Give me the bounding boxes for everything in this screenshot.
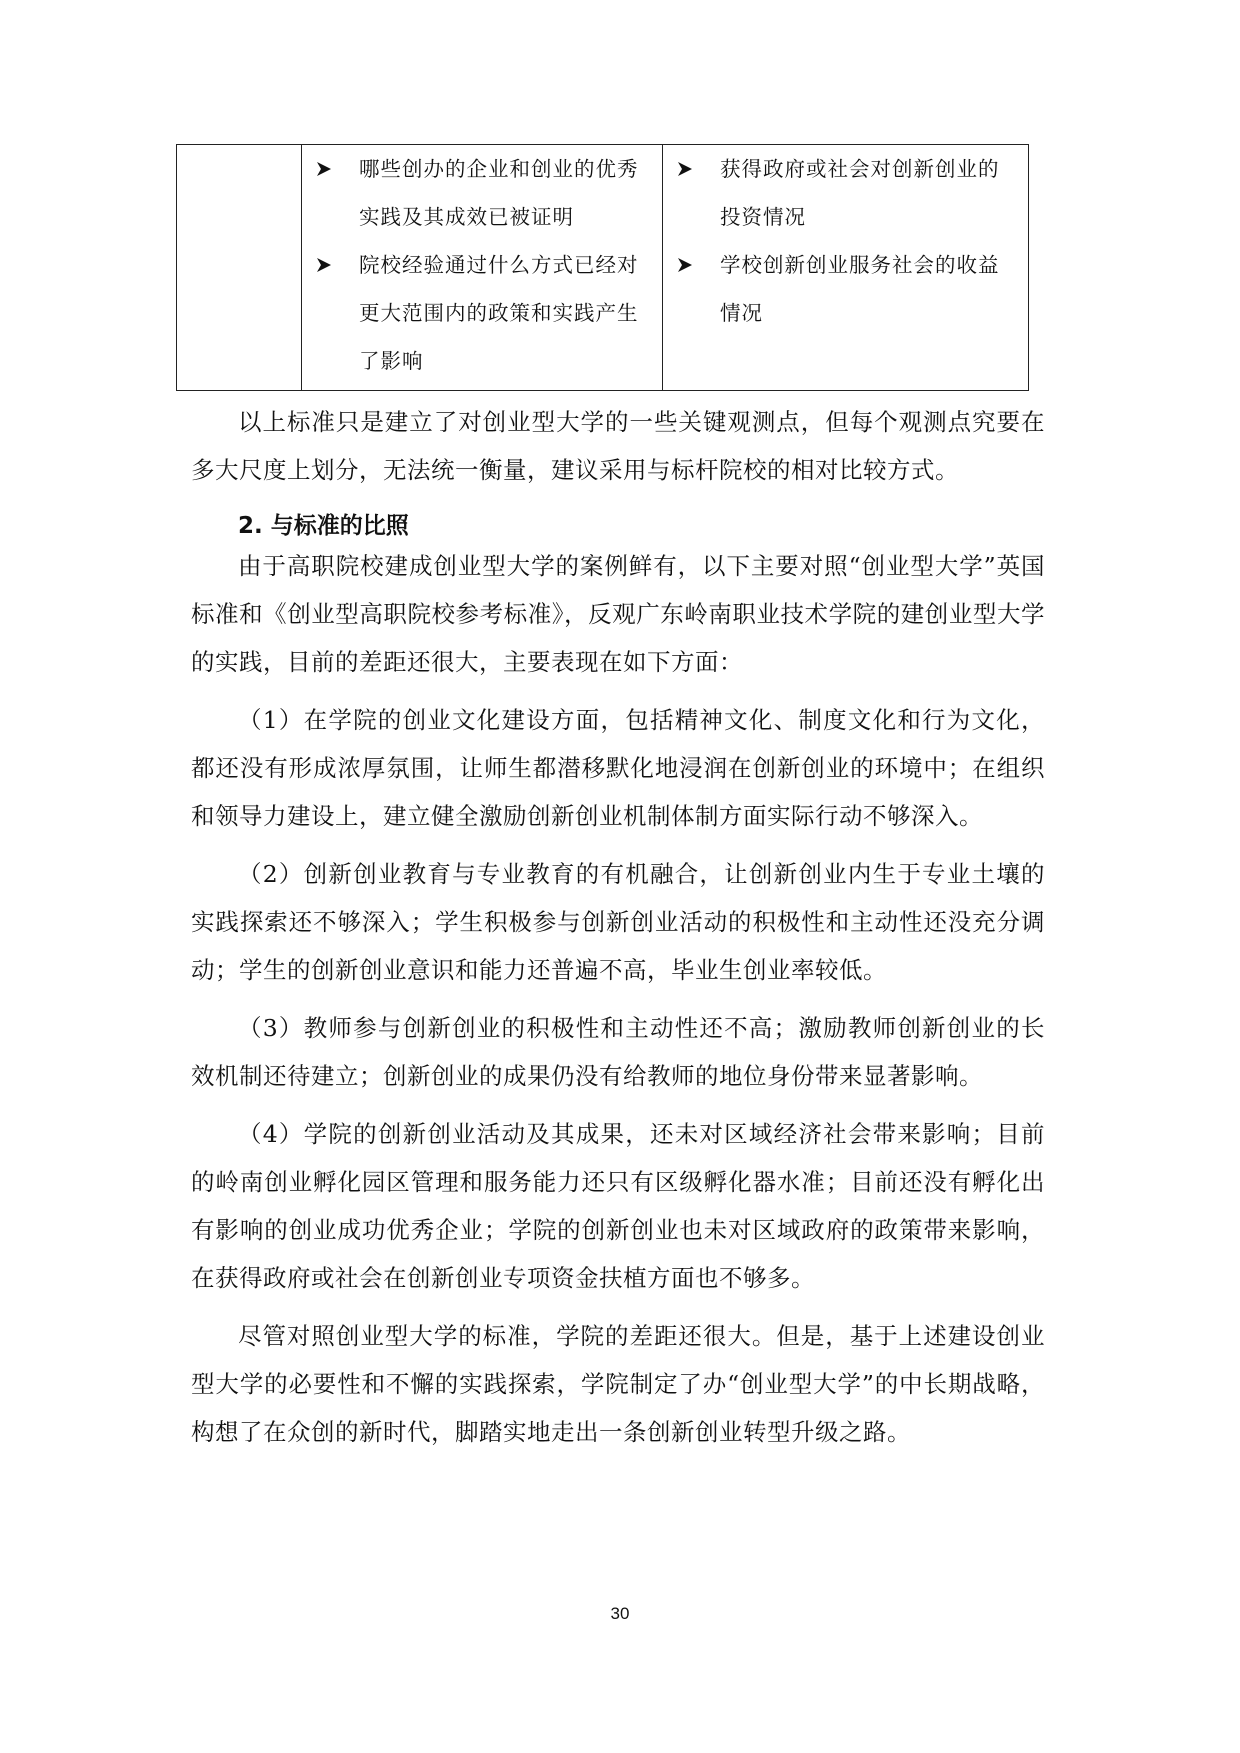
list-item: [675, 241, 1016, 337]
table-cell-empty: [177, 145, 302, 391]
arrow-bullet-icon: [314, 241, 338, 289]
arrow-bullet-icon: [314, 145, 338, 193]
list-item: [314, 241, 650, 385]
intro-block: [191, 398, 1045, 494]
paragraph: （2）创新创业教育与专业教育的有机融合，让创新创业内生于专业土壤的实践探索还不够深入；学生积极参与创新创业活动的积极性和主动性还没充分调动；学生的创新创业意识和能力还普遍不高，毕业生创业率较低。: [191, 860, 1045, 984]
paragraph: （1）在学院的创业文化建设方面，包括精神文化、制度文化和行为文化，都还没有形成浓厚氛围，让师生都潜移默化地浸润在创新创业的环境中；在组织和领导力建设上，建立健全激励创新创业机制体制方面实际行动不够深入。: [191, 706, 1045, 830]
list-item-text: 院校经验通过什么方式已经对更大范围内的政策和实践产生了影响: [359, 253, 639, 373]
list-item: [675, 145, 1016, 241]
paragraph: 尽管对照创业型大学的标准，学院的差距还很大。但是，基于上述建设创业型大学的必要性和不懈的实践探索，学院制定了办“创业型大学”的中长期战略，构想了在众创的新时代，脚踏实地走出一条创新创业转型升级之路。: [191, 1322, 1045, 1446]
list-item-text: 学校创新创业服务社会的收益情况: [720, 253, 1000, 325]
table-row: [177, 145, 1029, 391]
list-item-text: 哪些创办的企业和创业的优秀实践及其成效已被证明: [359, 157, 639, 229]
body-paragraphs: [191, 542, 1045, 1456]
paragraph: 由于高职院校建成创业型大学的案例鲜有，以下主要对照“创业型大学”英国标准和《创业型高职院校参考标准》，反观广东岭南职业技术学院的建创业型大学的实践，目前的差距还很大，主要表现在如下方面：: [191, 552, 1045, 676]
paragraph: （4）学院的创新创业活动及其成果，还未对区域经济社会带来影响；目前的岭南创业孵化园区管理和服务能力还只有区级孵化器水准；目前还没有孵化出有影响的创业成功优秀企业；学院的创新创业也未对区域政府的政策带来影响，在获得政府或社会在创新创业专项资金扶植方面也不够多。: [191, 1120, 1045, 1292]
list-item: [314, 145, 650, 241]
arrow-bullet-icon: [675, 145, 699, 193]
page-number: 30: [610, 1604, 630, 1623]
intro-paragraph: 以上标准只是建立了对创业型大学的一些关键观测点，但每个观测点究要在多大尺度上划分，无法统一衡量，建议采用与标杆院校的相对比较方式。: [191, 408, 1045, 484]
evidence-list: [302, 145, 662, 385]
investment-list: [663, 145, 1028, 337]
paragraph: （3）教师参与创新创业的积极性和主动性还不高；激励教师创新创业的长效机制还待建立；创新创业的成果仍没有给教师的地位身份带来显著影响。: [191, 1014, 1045, 1090]
table-cell-investment: [663, 145, 1029, 391]
arrow-bullet-icon: [675, 241, 699, 289]
table-cell-evidence: [302, 145, 663, 391]
criteria-table: [176, 144, 1029, 391]
list-item-text: 获得政府或社会对创新创业的投资情况: [720, 157, 1000, 229]
section-heading: 2. 与标准的比照: [238, 513, 409, 539]
